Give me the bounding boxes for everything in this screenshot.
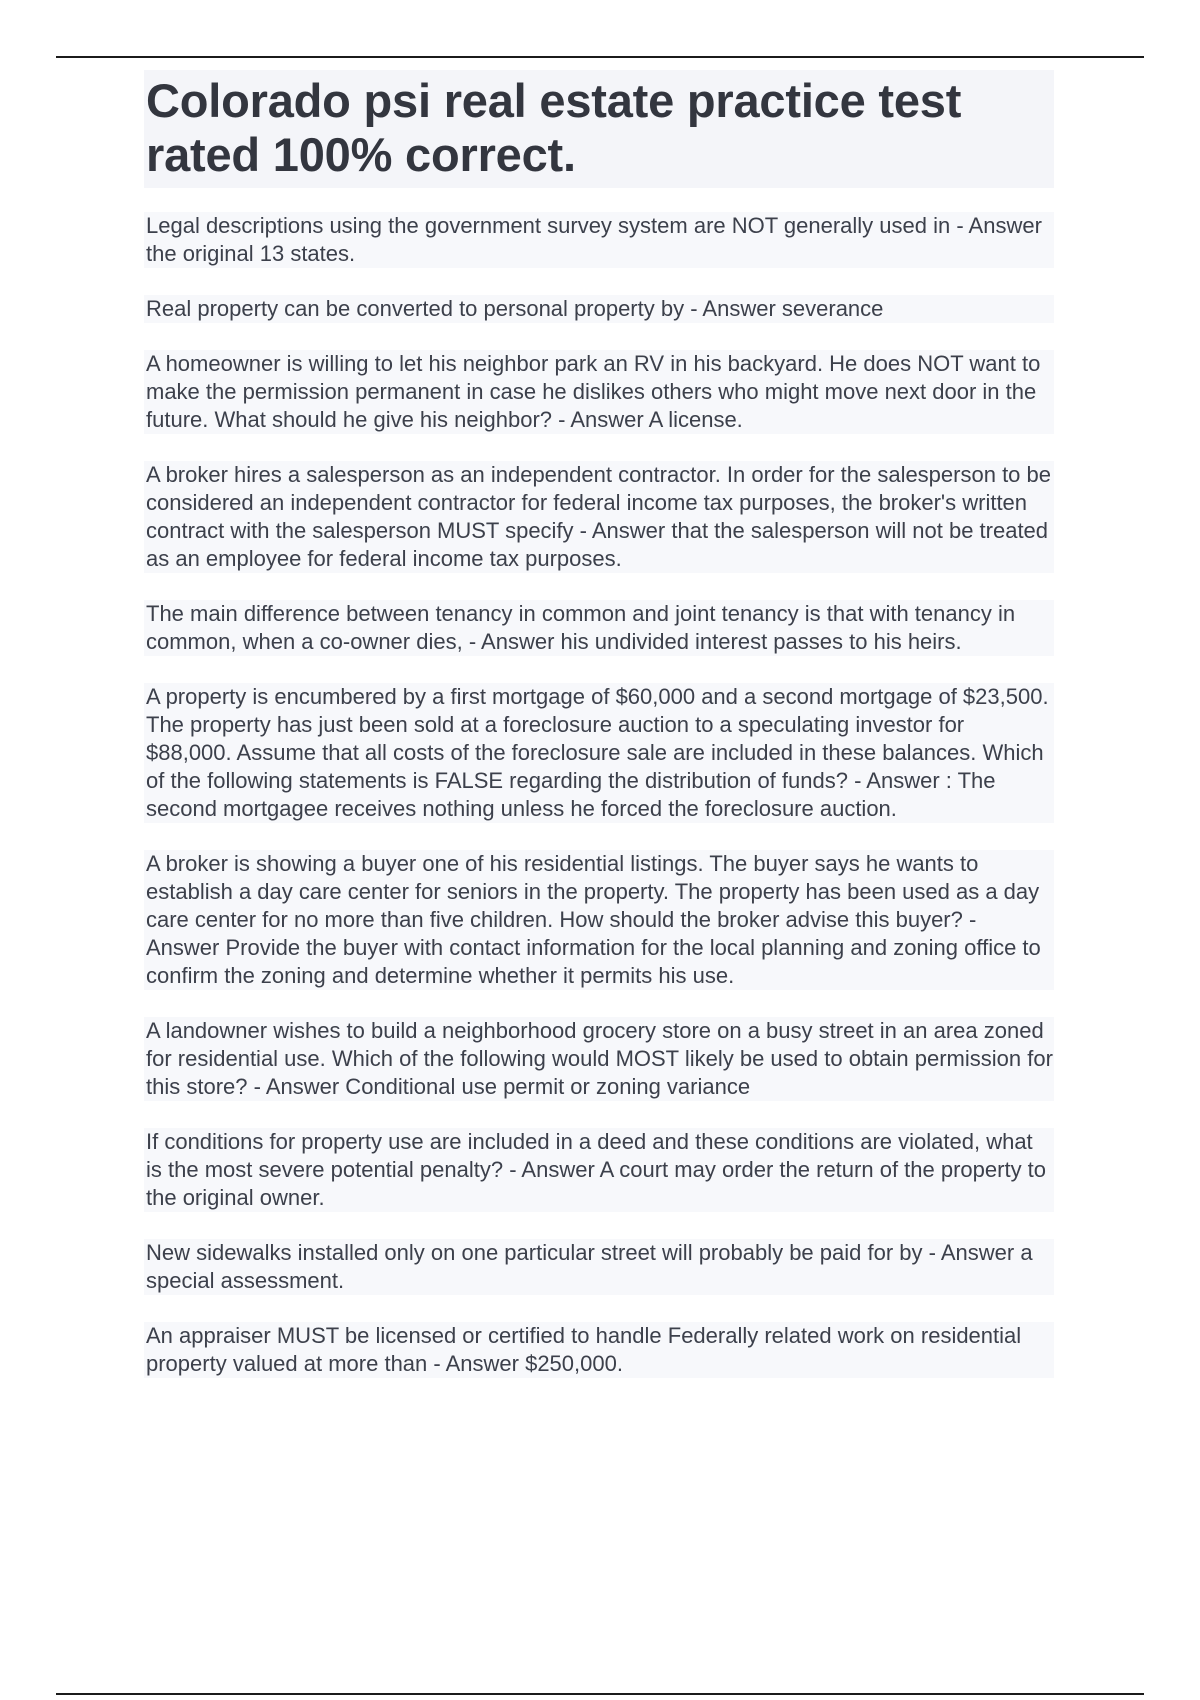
qa-item-11: An appraiser MUST be licensed or certified to handle Federally related work on residential property valued at more than - Answer $250,000. [144,1322,1054,1378]
top-rule [56,56,1144,58]
qa-item-2: Real property can be converted to personal property by - Answer severance [144,295,1054,323]
qa-list [144,212,1054,1378]
bottom-rule [56,1693,1144,1695]
qa-item-5: The main difference between tenancy in common and joint tenancy is that with tenancy in common, when a co-owner dies, - Answer his undivided interest passes to his heirs. [144,600,1054,656]
document-title: Colorado psi real estate practice test rated 100% correct. [144,70,1054,188]
qa-item-8: A landowner wishes to build a neighborhood grocery store on a busy street in an area zoned for residential use. Which of the following would MOST likely be used to obtain permission for this store? - Answer Conditional use permit or zoning variance [146,1018,1053,1099]
qa-item-6: A property is encumbered by a first mortgage of $60,000 and a second mortgage of $23,500. The property has just been sold at a foreclosure auction to a speculating investor for $88,000. Assume that all costs of the foreclosure sale are included in these balances. Which of the following statements is FALSE regarding the distribution of funds? - Answer : The second mortgagee receives nothing unless he forced the foreclosure auction. [144,683,1054,823]
qa-item-7: A broker is showing a buyer one of his residential listings. The buyer says he wants to establish a day care center for seniors in the property. The property has been used as a day care center for no more than five children. How should the broker advise this buyer? - Answer Provide the buyer with contact information for the local planning and zoning office to confirm the zoning and determine whether it permits his use. [144,850,1054,990]
qa-item-1: Legal descriptions using the government survey system are NOT generally used in - Answer the original 13 states. [144,212,1054,268]
qa-item-3: A homeowner is willing to let his neighbor park an RV in his backyard. He does NOT want to make the permission permanent in case he dislikes others who might move next door in the future. What should he give his neighbor? - Answer A license. [144,350,1054,434]
qa-item-4: A broker hires a salesperson as an independent contractor. In order for the salesperson to be considered an independent contractor for federal income tax purposes, the broker's written contract with the salesperson MUST specify - Answer that the salesperson will not be treated as an employee for federal income tax purposes. [144,461,1054,573]
document-body [144,70,1054,1405]
qa-item-10: New sidewalks installed only on one particular street will probably be paid for by - Answer a special assessment. [144,1239,1054,1295]
qa-item-9: If conditions for property use are included in a deed and these conditions are violated, what is the most severe potential penalty? - Answer A court may order the return of the property to the original owner. [144,1128,1054,1212]
